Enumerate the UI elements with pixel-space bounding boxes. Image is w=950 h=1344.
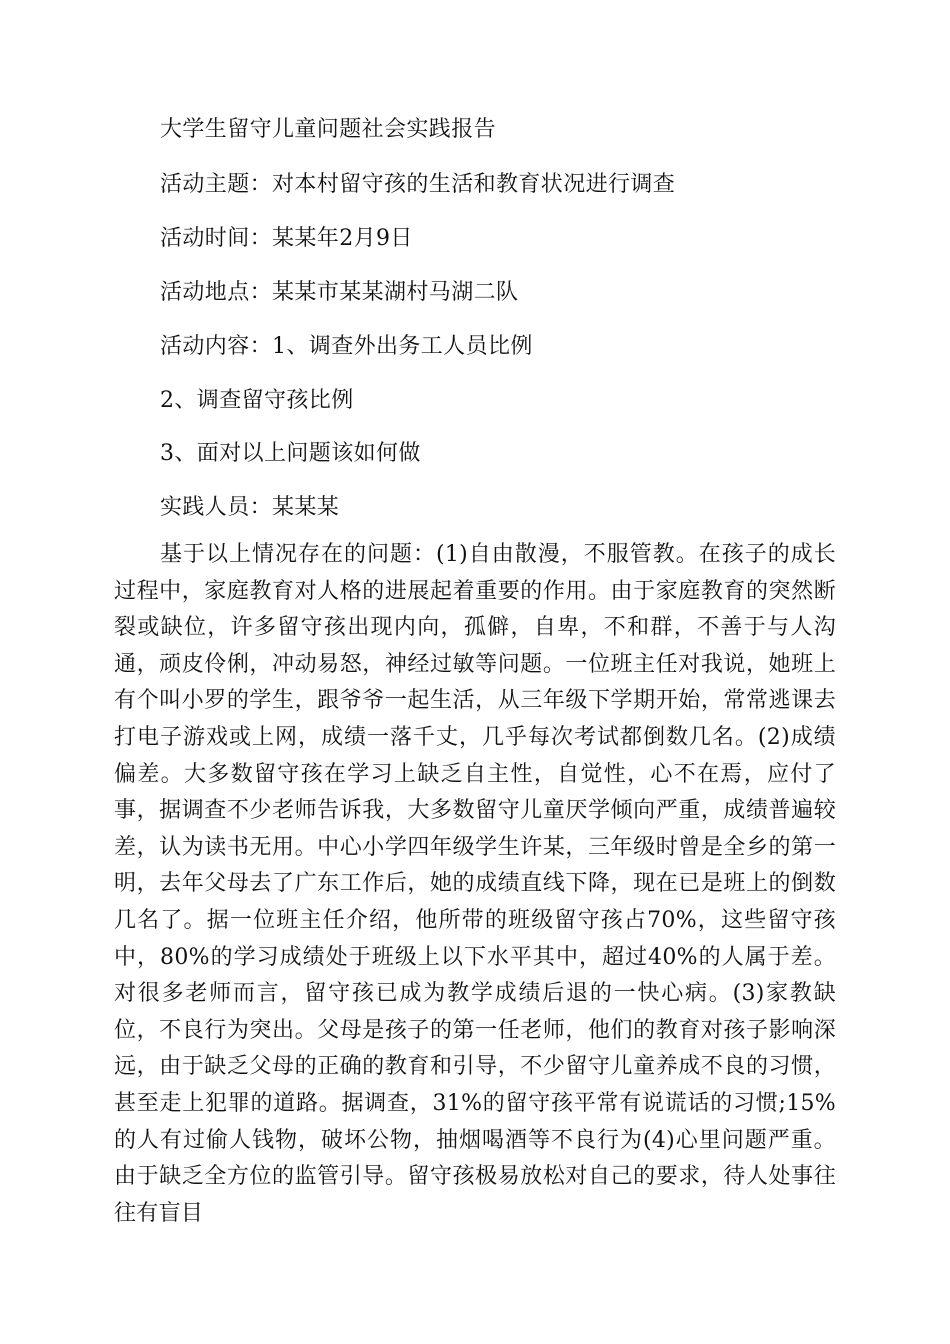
content-item-2: 2、调查留守孩比例 xyxy=(160,388,354,413)
activity-time: 活动时间：某某年2月9日 xyxy=(160,226,413,251)
content-item-3: 3、面对以上问题该如何做 xyxy=(160,441,421,466)
practice-people: 实践人员：某某某 xyxy=(160,495,340,520)
activity-theme: 活动主题：对本村留守孩的生活和教育状况进行调查 xyxy=(160,172,676,197)
body-paragraph: 基于以上情况存在的问题：(1)自由散漫，不服管教。在孩子的成长过程中，家庭教育对人格的进展起着重要的作用。由于家庭教育的突然断裂或缺位，许多留守孩出现内向，孤僻，自卑，不和群，不善于与人沟通，顽皮伶俐，冲动易怒，神经过敏等问题。一位班主任对我说，她班上有个叫小罗的学生，跟爷爷一起生活，从三年级下学期开始，常常逃课去打电子游戏或上网，成绩一落千丈，几乎每次考试都倒数几名。(2)成绩偏差。大多数留守孩在学习上缺乏自主性，自觉性，心不在焉，应付了事，据调查不少老师告诉我，大多数留守儿童厌学倾向严重，成绩普遍较差，认为读书无用。中心小学四年级学生许某，三年级时曾是全乡的第一明，去年父母去了广东工作后，她的成绩直线下降，现在已是班上的倒数几名了。据一位班主任介绍，他所带的班级留守孩占70%，这些留守孩中，80%的学习成绩处于班级上以下水平其中，超过40%的人属于差。对很多老师而言，留守孩已成为教学成绩后退的一快心病。(3)家教缺位，不良行为突出。父母是孩子的第一任老师，他们的教育对孩子影响深远，由于缺乏父母的正确的教育和引导，不少留守儿童养成不良的习惯，甚至走上犯罪的道路。据调查，31%的留守孩平常有说谎话的习惯;15%的人有过偷人钱物，破坏公物，抽烟喝酒等不良行为(4)心里问题严重。由于缺乏全方位的监管引导。留守孩极易放松对自己的要求，待人处事往往有盲目 xyxy=(114,542,836,1226)
activity-content: 活动内容：1、调查外出务工人员比例 xyxy=(160,334,533,359)
document-title: 大学生留守儿童问题社会实践报告 xyxy=(160,117,497,142)
activity-place: 活动地点：某某市某某湖村马湖二队 xyxy=(160,280,519,305)
